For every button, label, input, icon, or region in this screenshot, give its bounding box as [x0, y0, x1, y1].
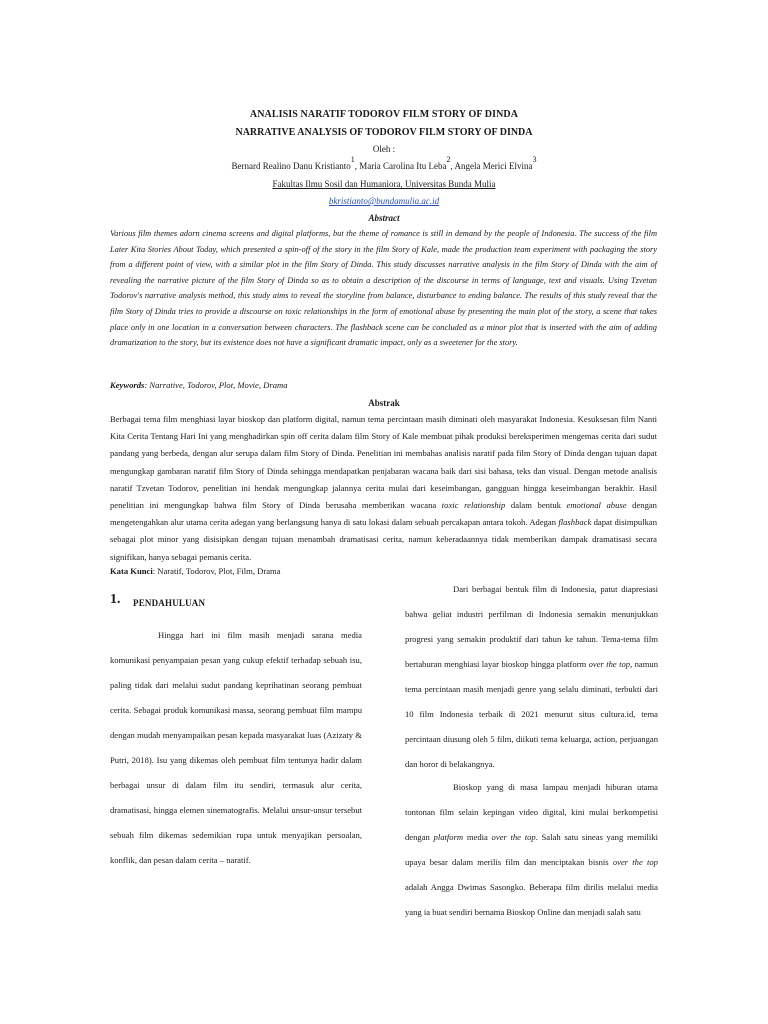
author-superscript: 2 [446, 155, 451, 164]
body-italic: over the top [491, 832, 536, 842]
abstract-english: Various film themes adorn cinema screens and digital platforms, but the theme of romance is still in demand by the people of Indonesia. The success of the film Later Kita Stories About Today, which presented a spin-off of the story in the film Story of Kale, made the production team experiment with packaging the story from a different point of view, with a similar plot in the film Story of Dinda. This study discusses narrative analysis in the film Story of Dinda with the aim of revealing the narrative picture of the film Story of Dinda so as to obtain a description of the discourse in terms of language, text and visuals. Using Tzvetan Todorov's narrative analysis method, this study aims to reveal the storyline from balance, disturbance to ending balance. The results of this study reveal that the film Story of Dinda tries to provide a discourse on toxic relationships in the form of emotional abuse by presenting the main plot of the story, a scene that takes place only in one location in a conversation between characters. The flashback scene can be concluded as a minor plot that is inserted with the aim of adding dramatization to the story, but its existence does not have a significant dramatic impact, only as a sweetener for the story. [110, 229, 657, 348]
abstrak-heading: Abstrak [368, 398, 400, 408]
abstract-indonesian [110, 411, 657, 566]
abstrak-italic: toxic relationship [441, 500, 506, 511]
section-title: PENDAHULUAN [133, 598, 206, 608]
body-italic: over the top [612, 857, 658, 867]
kata-kunci [110, 566, 657, 576]
section-number: 1. [110, 592, 121, 607]
body-italic: platform [433, 832, 464, 842]
kata-kunci-label: Kata Kunci [110, 566, 153, 576]
body-text: Dari berbagai bentuk film di Indonesia, patut diapresiasi bahwa geliat industri perfilman di Indonesia semakin menunjukkan progresi yang semakin produktif dari tahun ke tahun. Tema-tema film bertaburan menghiasi layar bioskop hingga platform [405, 584, 658, 669]
abstrak-italic: flashback [558, 517, 592, 528]
author-superscript: 3 [532, 155, 537, 164]
affiliation: Fakultas Ilmu Sosil dan Humaniora, Universitas Bunda Mulia [272, 179, 496, 189]
body-italic: over the top [588, 659, 631, 669]
body-right-paragraph-2 [405, 775, 658, 925]
kata-kunci-text: : Naratif, Todorov, Plot, Film, Drama [152, 566, 281, 576]
keywords-label: Keywords [110, 380, 145, 390]
title-english: NARRATIVE ANALYSIS OF TODOROV FILM STORY OF DINDA [235, 127, 533, 138]
author-name: , Maria Carolina Itu Leba [354, 161, 447, 171]
body-left-column: Hingga hari ini film masih menjadi sarana media komunikasi penyampaian pesan yang cukup efektif terhadap sebuah isu, paling tidak dari melalui sudut pandang keprihatinan seorang pembuat cerita. Sebagai produk komunikasi massa, seorang pembuat film mampu dengan mudah menyampaikan pesan kepada masyarakat luas (Azizaty & Putri, 2018). Isu yang dikemas oleh pembuat film tentunya hadir dalam berbagai unsur di dalam film itu sendiri, termasuk alur cerita, dramatisasi, hingga elemen sinematografis. Melalui unsur-unsur tersebut sebuah film dikemas sedemikian rupa untuk menyajikan persoalan, konflik, dan pesan dalam cerita – naratif. [110, 630, 362, 865]
email-link[interactable]: bkristianto@bundamulia.ac.id [328, 196, 440, 206]
abstrak-text: dengan mengetengahkan alur utama cerita adegan yang berlangsung hanya di satu lokasi dalam sebuah percakapan antara tokoh. Adegan [110, 500, 657, 528]
keywords [110, 380, 657, 390]
body-text: adalah Angga Dwimas Sasongko. Beberapa film dirilis melalui media yang ia buat sendiri bernama Bioskop Online dan menjadi salah satu [405, 882, 658, 917]
author-name: Bernard Realino Danu Kristianto [231, 161, 351, 171]
abstrak-text: dapat disimpulkan sebagai plot minor yang disisipkan dengan tujuan menambah dramatisasi cerita, namun keberadaannya tidak memberikan dampak dramatisasi secara signifikan, hanya sebagai pemanis cerita. [110, 517, 658, 562]
keywords-text: : Narrative, Todorov, Plot, Movie, Drama [144, 380, 288, 390]
body-text: media [463, 832, 492, 842]
body-text: Bioskop yang di masa lampau menjadi hiburan utama tontonan film selain kepingan video digital, kini mulai berkompetisi dengan [405, 782, 658, 842]
by-label: Oleh : [372, 144, 396, 154]
author-list [0, 155, 768, 171]
author-name: , Angela Merici Elvina [450, 161, 533, 171]
title-indonesian: ANALISIS NARATIF TODOROV FILM STORY OF DINDA [249, 109, 519, 120]
body-text: . Salah satu sineas yang memiliki upaya besar dalam merilis film dan menciptakan bisnis [405, 832, 658, 867]
abstrak-text: Berbagai tema film menghiasi layar bioskop dan platform digital, namun tema percintaan masih diminati oleh masyarakat Indonesia. Kesuksesan film Nanti Kita Cerita Tentang Hari Ini yang menghadirkan spin off cerita dalam film Story of Kale membuat pihak produksi bereksperimen mengemas cerita dari sudut pandang yang berbeda, dengan alur serupa dalam film Story of Dinda. Penelitian ini membahas analisis naratif pada film Story of Dinda dengan tujuan dapat mengungkap gambaran naratif film Story of Dinda sehingga mendapatkan penjabaran wacana baik dari sisi bahasa, teks dan visual. Dengan metode analisis naratif Tzvetan Todorov, penelitian ini hendak mengungkap jalannya cerita mulai dari keseimbangan, gangguan hingga keseimbangan berakhir. Hasil penelitian ini mengungkap bahwa film Story of Dinda berusaha memberikan wacana [110, 414, 657, 511]
abstract-heading: Abstract [368, 213, 400, 223]
author-superscript: 1 [350, 155, 355, 164]
body-right-paragraph-1 [405, 577, 658, 777]
abstrak-text: dalam bentuk [505, 500, 567, 511]
abstrak-italic: emotional abuse [566, 500, 627, 511]
body-text: , namun tema percintaan masih menjadi genre yang selalu diminati, terbukti dari 10 film Indonesia terbaik di 2021 menurut situs cultura.id, tema percintaan diusung oleh 5 film, diikuti tema keluarga, action, perjuangan dan horor di belakangnya. [405, 659, 658, 769]
